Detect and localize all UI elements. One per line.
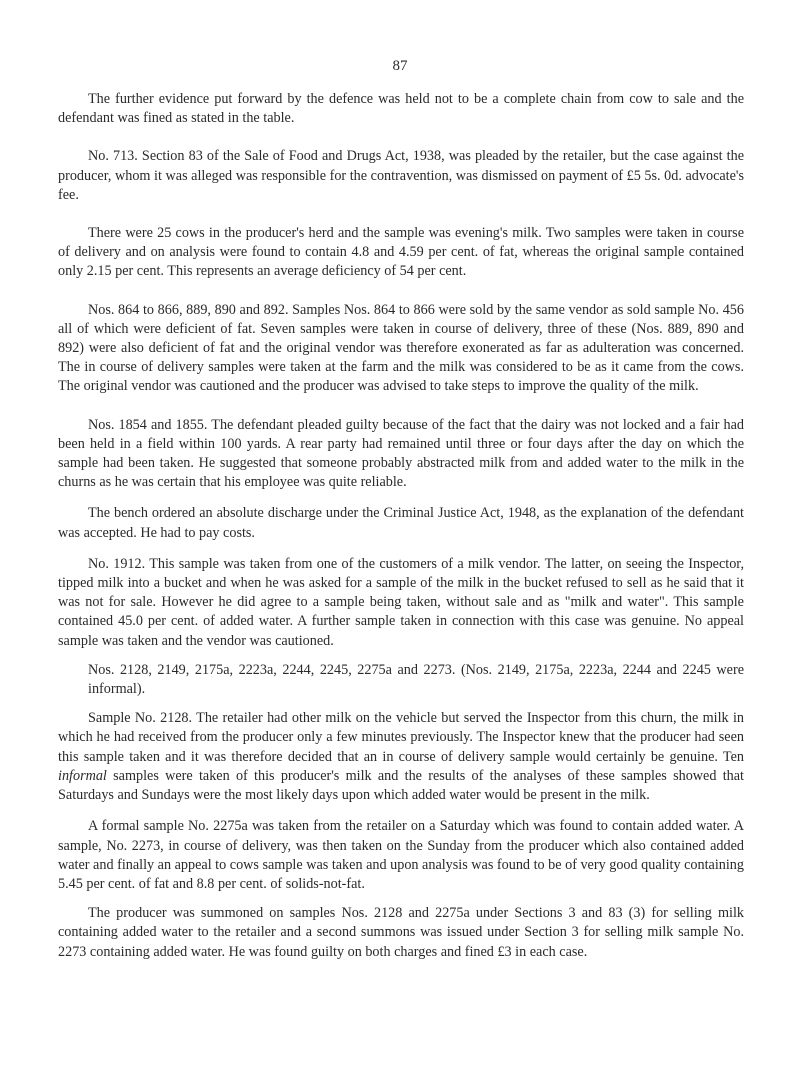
paragraph-case-864-892: Nos. 864 to 866, 889, 890 and 892. Samples Nos. 864 to 866 were sold by the same vendor as sold sample No. 456 all of which were deficient of fat. Seven samples were taken in course of delivery, three of these (Nos. 889, 890 and 892) were also deficient of fat and the original vendor was therefore exonerated as far as adulteration was concerned. The in course of delivery samples were taken at the farm and the milk was considered to be as it came from the cows. The original vendor was cautioned and the producer was advised to take steps to improve the quality of the milk. (58, 301, 744, 395)
paragraph-sample-2128 (58, 709, 744, 805)
paragraph-chain-evidence: The further evidence put forward by the defence was held not to be a complete chain from cow to sale and the defendant was fined as stated in the table. (58, 91, 744, 127)
paragraph-bench-discharge: The bench ordered an absolute discharge under the Criminal Justice Act, 1948, as the explanation of the defendant was accepted. He had to pay costs. (58, 505, 744, 541)
paragraph-case-list-2128: Nos. 2128, 2149, 2175a, 2223a, 2244, 2245, 2275a and 2273. (Nos. 2149, 2175a, 2223a, 2244 and 2245 were informal). (88, 661, 744, 698)
paragraph-case-713: No. 713. Section 83 of the Sale of Food and Drugs Act, 1938, was pleaded by the retailer, but the case against the producer, whom it was alleged was responsible for the contravention, was dismissed on payment of £5 5s. 0d. advocate's fee. (58, 148, 744, 203)
page-body (58, 90, 744, 962)
informal-emphasis: informal (58, 767, 107, 784)
paragraph-case-1912: No. 1912. This sample was taken from one of the customers of a milk vendor. The latter, on seeing the Inspector, tipped milk into a bucket and when he was asked for a sample of the milk in the bucket refused to sell as he said that it was not for sale. However he did agree to a sample being taken, without sale and as "milk and water". This sample contained 45.0 per cent. of added water. A further sample taken in connection with this case was genuine. No appeal sample was taken and the vendor was cautioned. (58, 555, 744, 649)
sample-2128-text-after: samples were taken of this producer's milk and the results of the analyses of these samples showed that Saturdays and Sundays were the most likely days upon which added water would be present in the milk. (58, 767, 744, 804)
paragraph-producer-summoned: The producer was summoned on samples Nos. 2128 and 2275a under Sections 3 and 83 (3) for selling milk containing added water to the retailer and a second summons was issued under Section 3 for selling milk sample No. 2273 containing added water. He was found guilty on both charges and fined £3 in each case. (58, 905, 744, 960)
paragraph-herd-samples: There were 25 cows in the producer's herd and the sample was evening's milk. Two samples were taken in course of delivery and on analysis were found to contain 4.8 and 4.59 per cent. of fat, whereas the original sample contained only 2.15 per cent. This represents an average deficiency of 54 per cent. (58, 225, 744, 280)
paragraph-case-1854-1855: Nos. 1854 and 1855. The defendant pleaded guilty because of the fact that the dairy was not locked and a fair had been held in a field within 100 yards. A rear party had remained until three or four days after the day on which the sample had been taken. He suggested that someone probably abstracted milk from and added water to the milk in the churns as he was certain that his employee was quite reliable. (58, 416, 744, 491)
page-number: 87 (392, 58, 408, 74)
paragraph-formal-sample-2275a: A formal sample No. 2275a was taken from the retailer on a Saturday which was found to contain added water. A sample, No. 2273, in course of delivery, was then taken on the Sunday from the producer which also contained added water and finally an appeal to cows sample was taken and upon analysis was found to be of very good quality containing 5.45 per cent. of fat and 8.8 per cent. of solids-not-fat. (58, 818, 744, 892)
sample-2128-text-before: Sample No. 2128. The retailer had other milk on the vehicle but served the Inspector from this churn, the milk in which he had received from the producer only a few minutes previously. The Inspector knew that the producer had seen this sample taken and it was therefore decided that an in course of delivery sample would certainly be genuine. Ten (58, 710, 744, 765)
